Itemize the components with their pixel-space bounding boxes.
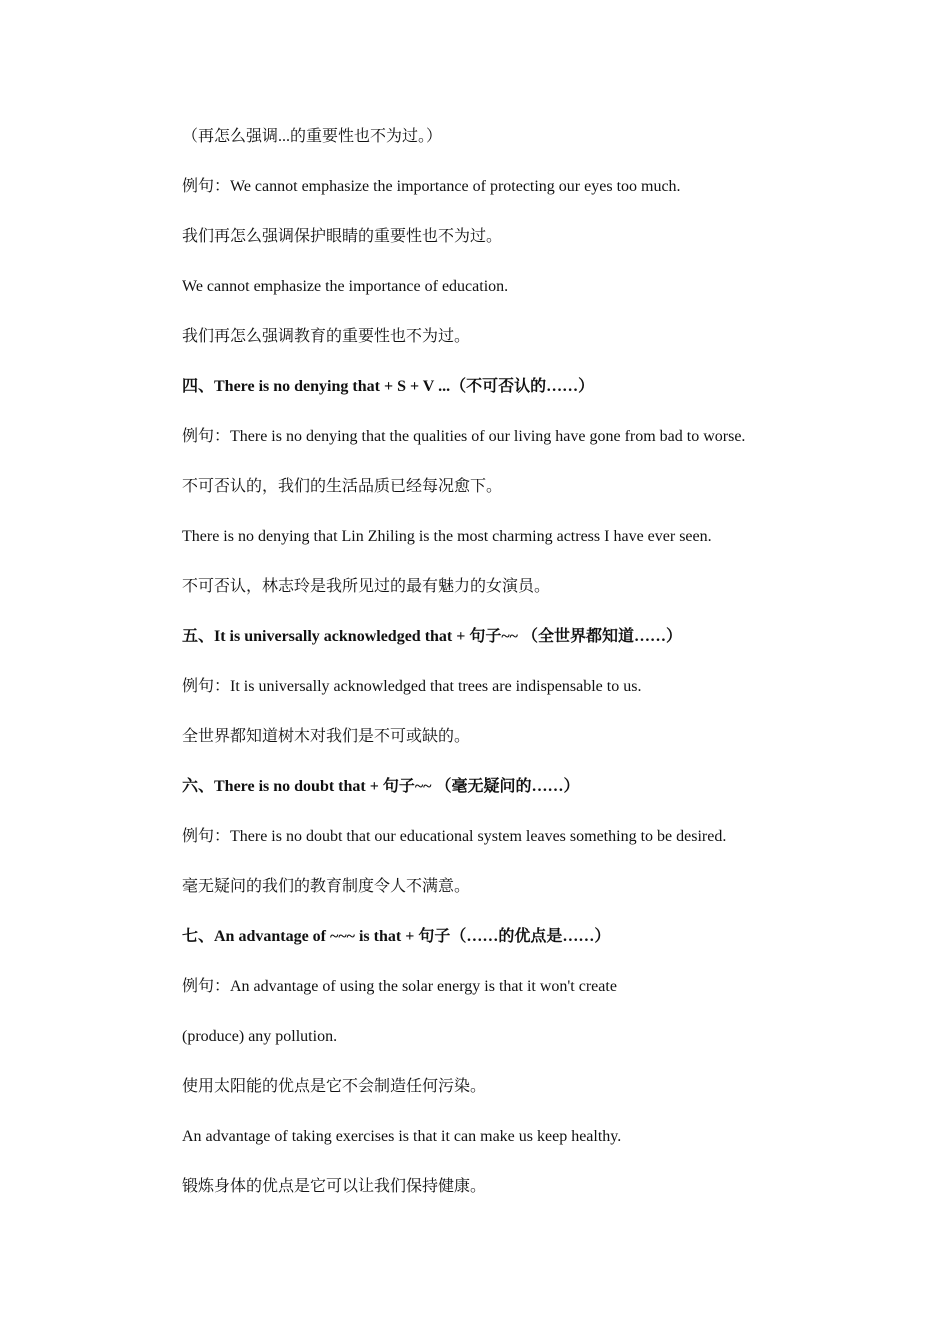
example-sentence: There is no denying that Lin Zhiling is the most charming actress I have ever seen. xyxy=(182,528,712,545)
example-translation: 锻炼身体的优点是它可以让我们保持健康。 xyxy=(182,1178,487,1195)
example-translation: 使用太阳能的优点是它不会制造任何污染。 xyxy=(182,1078,487,1095)
example-translation: 不可否认的，我们的生活品质已经每况愈下。 xyxy=(182,478,503,495)
example-sentence: An advantage of taking exercises is that it can make us keep healthy. xyxy=(182,1128,622,1145)
example-sentence: 例句：An advantage of using the solar energy is that it won't create xyxy=(182,978,617,995)
example-sentence: 例句：There is no doubt that our educational system leaves something to be desired. xyxy=(182,828,727,845)
section-heading-6: 六、There is no doubt that + 句子~~ （毫无疑问的……） xyxy=(182,778,580,795)
example-sentence: 例句：There is no denying that the qualities of our living have gone from bad to worse. xyxy=(182,428,746,445)
example-translation: 我们再怎么强调教育的重要性也不为过。 xyxy=(182,328,471,345)
section-heading-7: 七、An advantage of ~~~ is that + 句子（……的优点是……） xyxy=(182,928,611,945)
example-sentence: 例句：We cannot emphasize the importance of protecting our eyes too much. xyxy=(182,178,681,195)
section-heading-5: 五、It is universally acknowledged that + 句子~~ （全世界都知道……） xyxy=(182,628,683,645)
example-sentence: We cannot emphasize the importance of education. xyxy=(182,278,509,295)
example-sentence-continued: (produce) any pollution. xyxy=(182,1028,338,1045)
example-translation: 毫无疑问的我们的教育制度令人不满意。 xyxy=(182,878,471,895)
section-heading-4: 四、There is no denying that + S + V ...（不可否认的……） xyxy=(182,378,595,395)
intro-translation: （再怎么强调...的重要性也不为过。） xyxy=(182,128,443,145)
example-translation: 我们再怎么强调保护眼睛的重要性也不为过。 xyxy=(182,228,503,245)
document-page xyxy=(182,112,882,1212)
example-translation: 不可否认，林志玲是我所见过的最有魅力的女演员。 xyxy=(182,578,551,595)
example-sentence: 例句：It is universally acknowledged that trees are indispensable to us. xyxy=(182,678,642,695)
example-translation: 全世界都知道树木对我们是不可或缺的。 xyxy=(182,728,471,745)
